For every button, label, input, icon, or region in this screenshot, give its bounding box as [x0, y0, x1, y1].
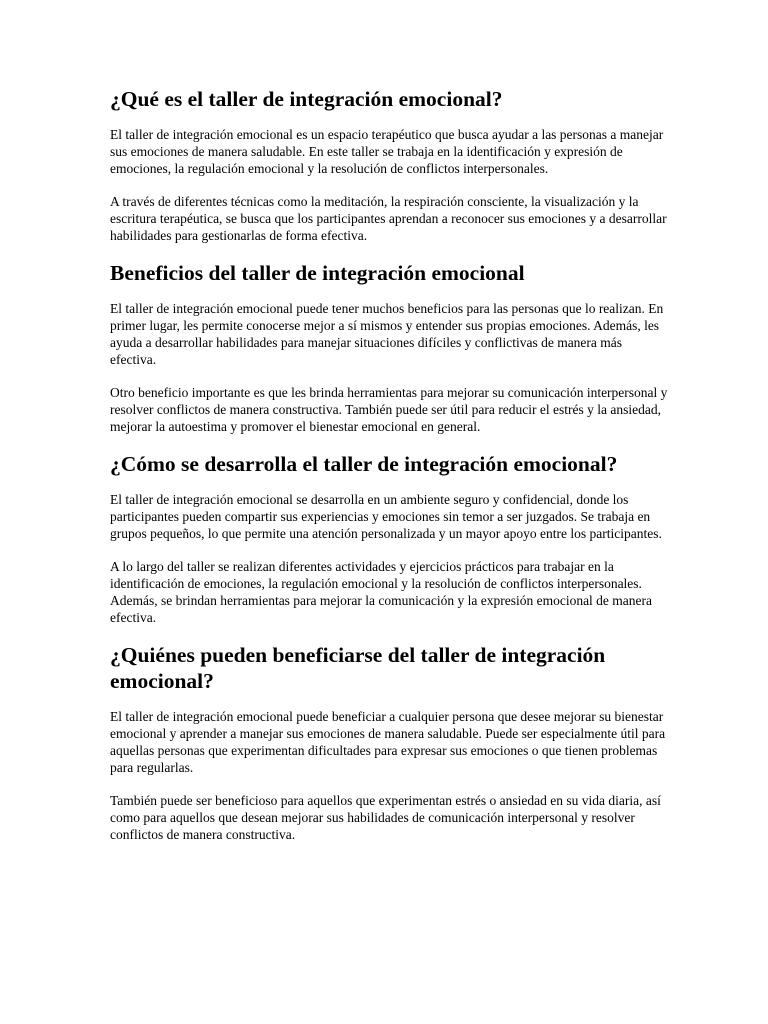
section-beneficios	[110, 260, 668, 435]
paragraph: El taller de integración emocional puede tener muchos beneficios para las personas que lo realizan. En primer lugar, les permite conocerse mejor a sí mismos y entender sus propias emociones. Además, les ayuda a desarrollar habilidades para manejar situaciones difíciles y conflictivas de manera más efectiva.	[110, 301, 664, 367]
paragraph: A través de diferentes técnicas como la meditación, la respiración consciente, la visualización y la escritura terapéutica, se busca que los participantes aprendan a reconocer sus emociones y a desarrollar habilidades para gestionarlas de forma efectiva.	[110, 194, 667, 243]
section-heading: ¿Cómo se desarrolla el taller de integración emocional?	[110, 452, 618, 476]
section-heading: ¿Qué es el taller de integración emocional?	[110, 87, 503, 111]
section-como-se-desarrolla	[110, 451, 668, 626]
paragraph: A lo largo del taller se realizan diferentes actividades y ejercicios prácticos para trabajar en la identificación de emociones, la regulación emocional y la resolución de conflictos interpersonales. Además, se brindan herramientas para mejorar la comunicación y la expresión emocional de manera efectiva.	[110, 559, 653, 625]
paragraph: También puede ser beneficioso para aquellos que experimentan estrés o ansiedad en su vida diaria, así como para aquellos que desean mejorar sus habilidades de comunicación interpersonal y resolver conflictos de manera constructiva.	[110, 793, 661, 842]
paragraph: El taller de integración emocional es un espacio terapéutico que busca ayudar a las personas a manejar sus emociones de manera saludable. En este taller se trabaja en la identificación y expresión de emociones, la regulación emocional y la resolución de conflictos interpersonales.	[110, 127, 664, 176]
paragraph: El taller de integración emocional se desarrolla en un ambiente seguro y confidencial, donde los participantes pueden compartir sus experiencias y emociones sin temor a ser juzgados. Se trabaja en grupos pequeños, lo que permite una atención personalizada y un mayor apoyo entre los participantes.	[110, 492, 662, 541]
section-que-es	[110, 86, 668, 244]
section-heading: Beneficios del taller de integración emocional	[110, 261, 525, 285]
section-quienes-pueden	[110, 642, 668, 843]
paragraph: Otro beneficio importante es que les brinda herramientas para mejorar su comunicación interpersonal y resolver conflictos de manera constructiva. También puede ser útil para reducir el estrés y la ansiedad, mejorar la autoestima y promover el bienestar emocional en general.	[110, 385, 668, 434]
paragraph: El taller de integración emocional puede beneficiar a cualquier persona que desee mejorar su bienestar emocional y aprender a manejar sus emociones de manera saludable. Puede ser especialmente útil para aquellas personas que experimentan dificultades para expresar sus emociones o que tienen problemas para regularlas.	[110, 709, 666, 775]
section-heading: ¿Quiénes pueden beneficiarse del taller de integración emocional?	[110, 643, 606, 693]
